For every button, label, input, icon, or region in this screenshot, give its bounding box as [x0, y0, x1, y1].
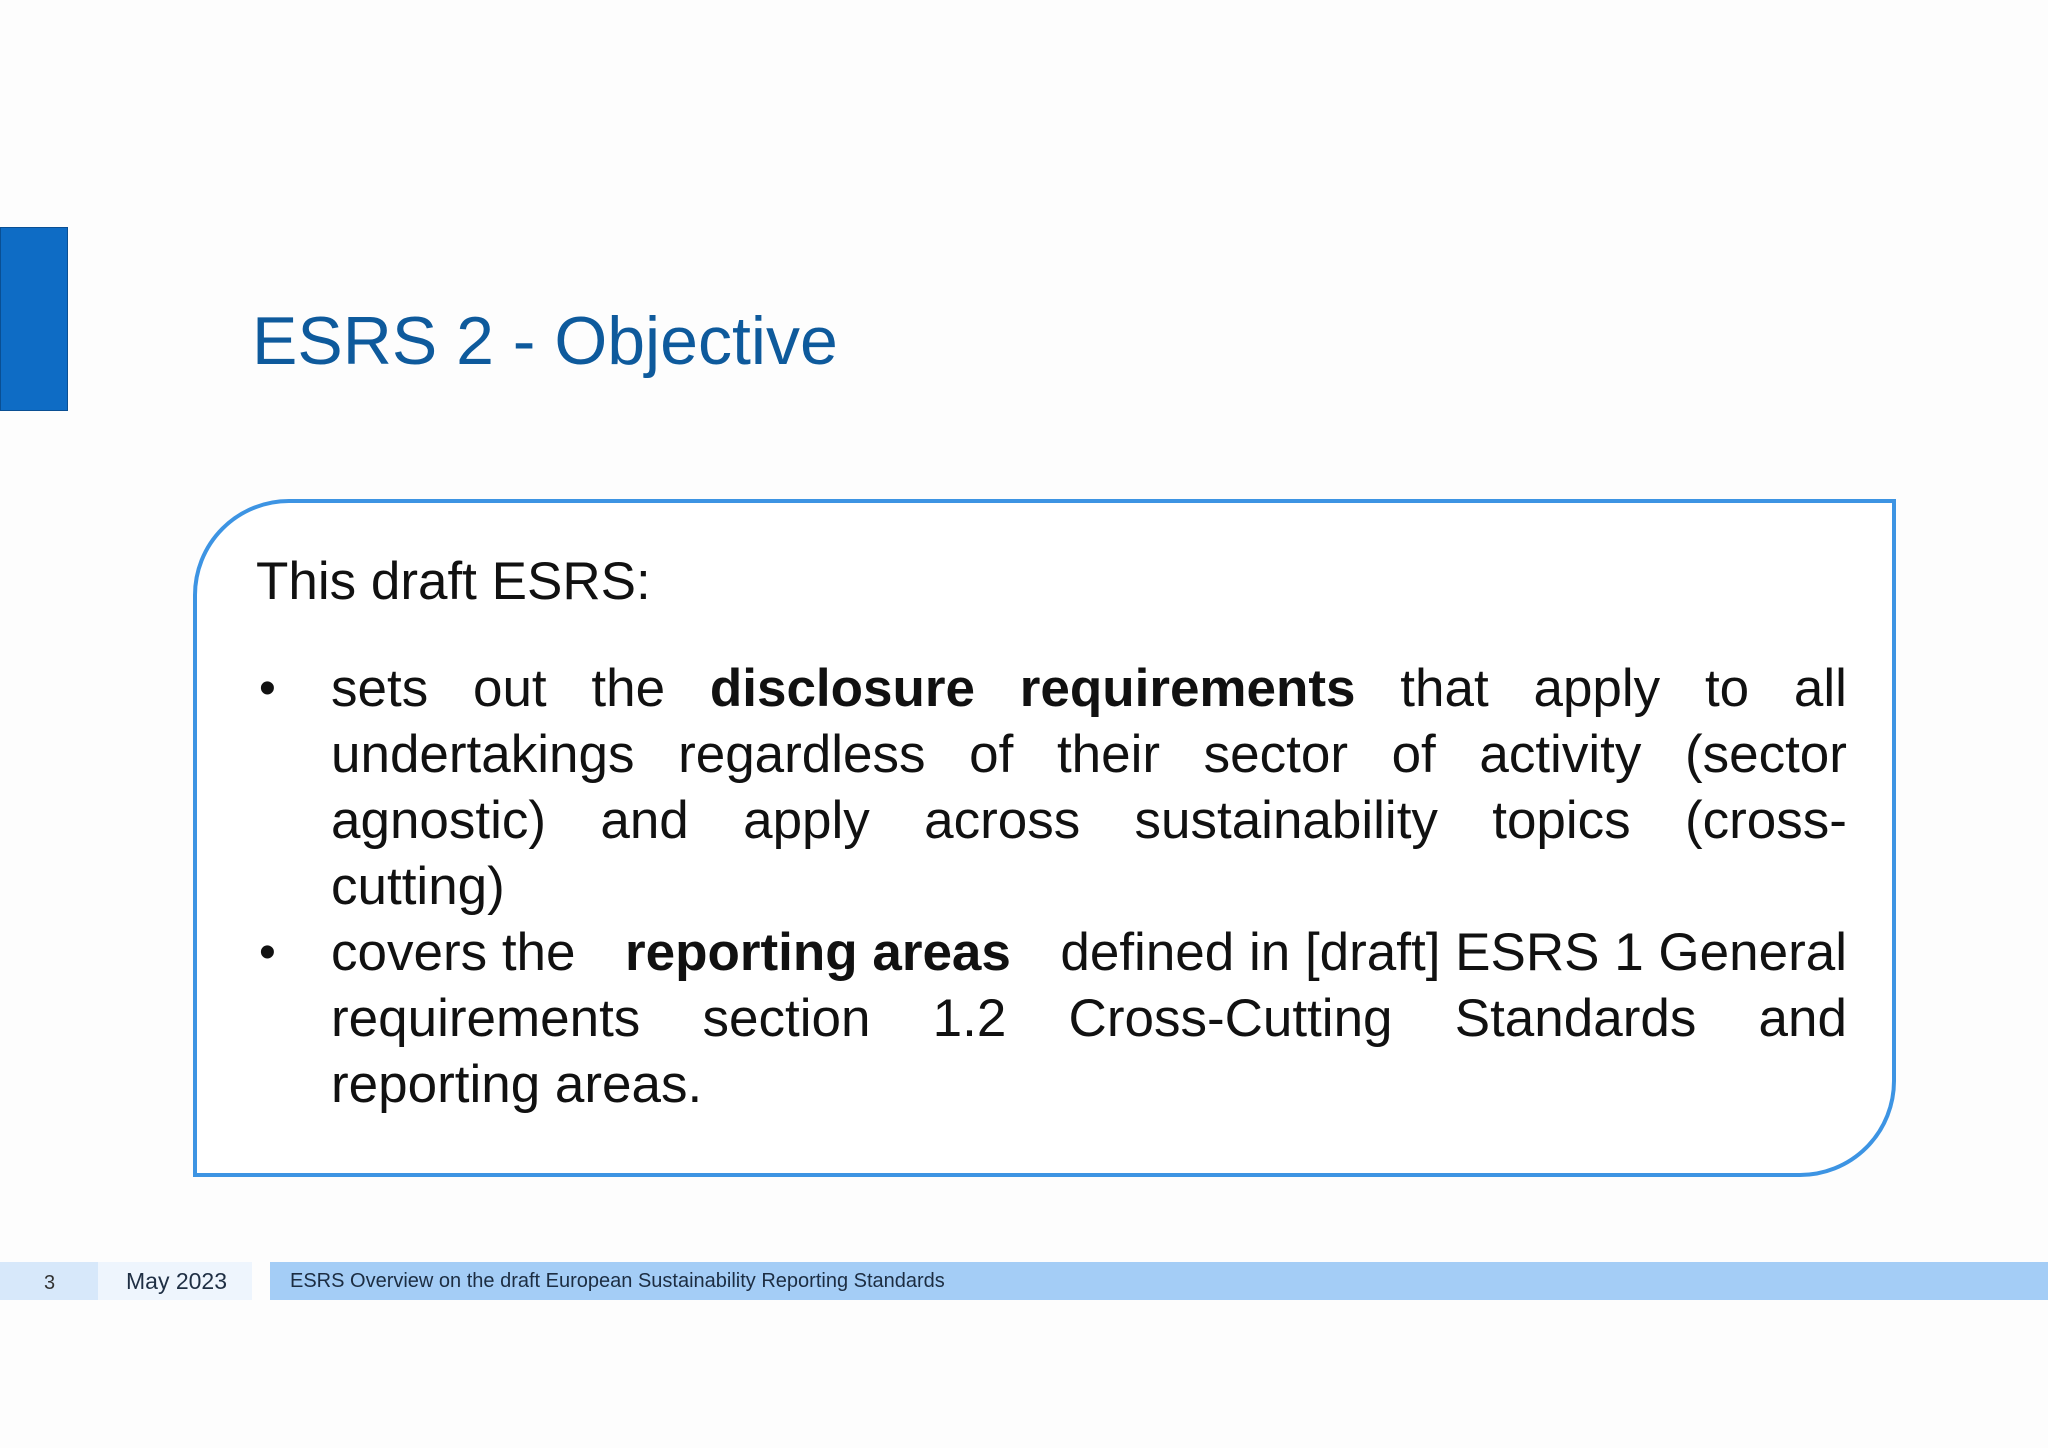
word: and: [600, 791, 689, 850]
bullet1-line2: [331, 722, 1847, 788]
word: sustainability: [1134, 791, 1438, 850]
word: Standards: [1454, 989, 1697, 1048]
bold-text: reporting areas: [625, 923, 1011, 982]
word: (sector: [1684, 725, 1847, 784]
word: topics: [1492, 791, 1631, 850]
word: (cross-: [1684, 791, 1847, 850]
text: defined in [draft] ESRS 1 General: [1060, 923, 1847, 982]
footer-date-cell: [98, 1262, 252, 1300]
word: 1.2: [932, 989, 1007, 1048]
bullet-dot-icon: •: [259, 926, 276, 979]
word: of: [969, 725, 1014, 784]
word: apply: [1533, 659, 1661, 718]
footer-document-title: ESRS Overview on the draft European Sustainability Reporting Standards: [290, 1270, 945, 1292]
page-number: 3: [44, 1272, 56, 1294]
bullet2-line3: reporting areas.: [331, 1055, 703, 1114]
word: agnostic): [331, 791, 547, 850]
word: out: [472, 659, 547, 718]
bullet2-line2: [331, 986, 1847, 1052]
word: Cross-Cutting: [1068, 989, 1393, 1048]
footer-page-number-cell: [0, 1262, 98, 1300]
word: regardless: [678, 725, 926, 784]
word: sets: [331, 659, 429, 718]
slide-title: ESRS 2 - Objective: [252, 303, 838, 379]
word: that: [1400, 659, 1489, 718]
word: the: [591, 659, 666, 718]
word: apply: [743, 791, 870, 850]
bullet1-line1: [331, 656, 1847, 722]
bullet1-line4: cutting): [331, 857, 505, 916]
word: undertakings: [331, 725, 635, 784]
bullet-dot-icon: •: [259, 662, 276, 715]
word: to: [1704, 659, 1750, 718]
intro-text: This draft ESRS:: [256, 552, 651, 611]
word: section: [702, 989, 871, 1048]
text: covers the: [331, 923, 576, 982]
title-accent-bar: [0, 227, 68, 411]
footer-date: May 2023: [126, 1268, 228, 1294]
word: across: [924, 791, 1081, 850]
bullet1-line3: [331, 788, 1847, 854]
footer-document-title-bar: [270, 1262, 2048, 1300]
bold-word: disclosure: [709, 659, 975, 718]
word: sector: [1203, 725, 1348, 784]
word: all: [1793, 659, 1847, 718]
word: their: [1056, 725, 1161, 784]
word: of: [1391, 725, 1436, 784]
word: activity: [1479, 725, 1642, 784]
bold-word: requirements: [1019, 659, 1356, 718]
word: requirements: [331, 989, 641, 1048]
word: and: [1758, 989, 1847, 1048]
objective-content-box: [193, 499, 1896, 1177]
bullet2-line1: [331, 920, 1847, 986]
